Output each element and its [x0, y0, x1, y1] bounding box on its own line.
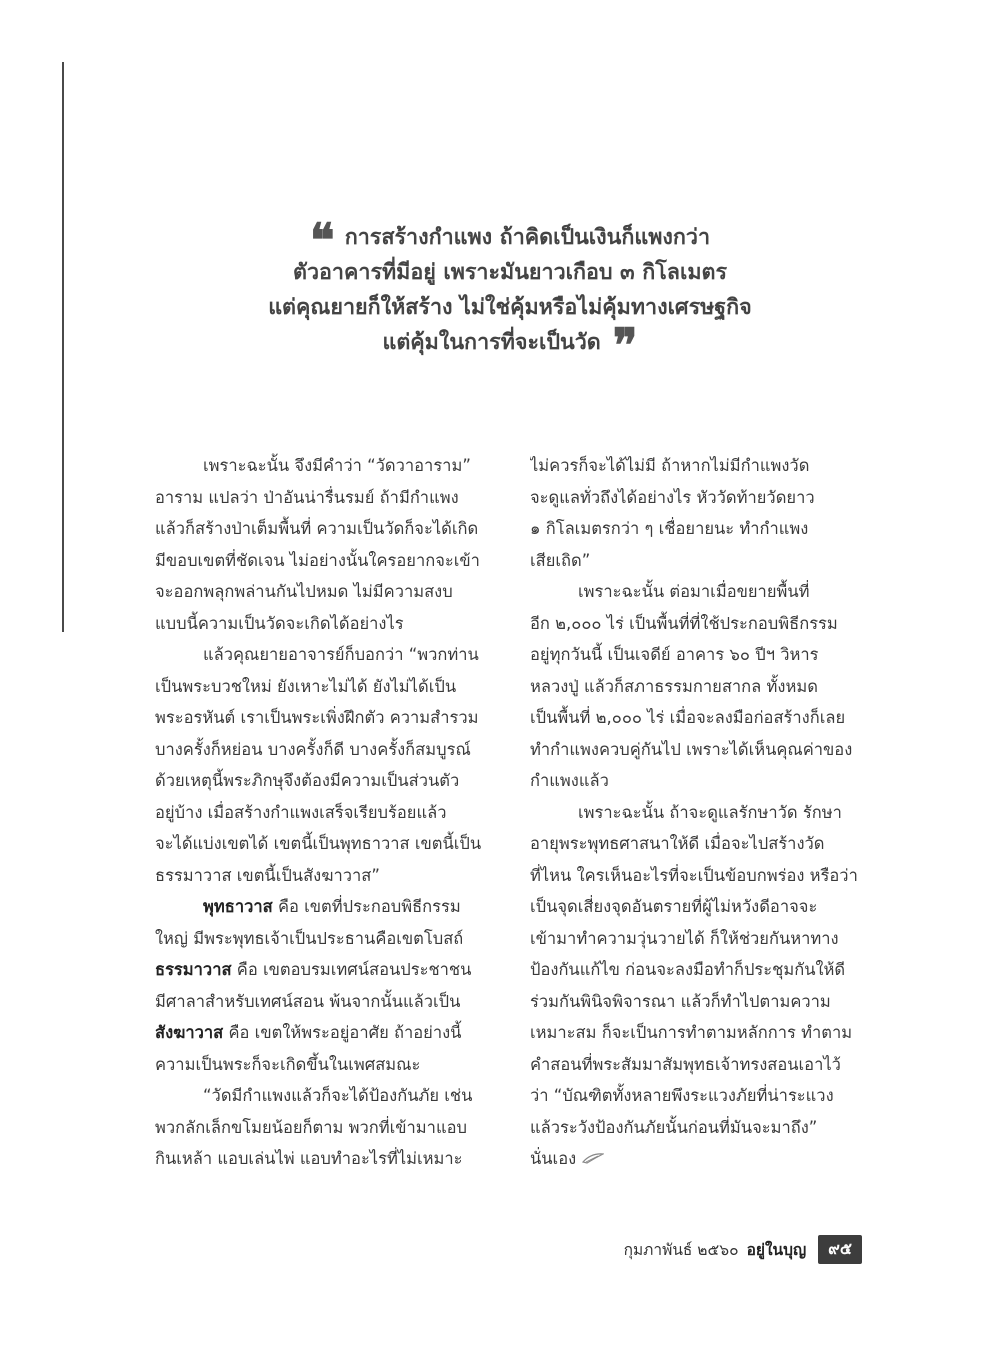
term-sanghawas: สังฆาวาส — [155, 1023, 224, 1042]
body-line: พุทธาวาส คือ เขตที่ประกอบพิธีกรรม — [203, 897, 461, 916]
body-line: “วัดมีกำแพงแล้วก็จะได้ป้องกันภัย เช่น — [203, 1086, 473, 1105]
body-line: นั่นเอง — [530, 1143, 875, 1176]
publication-name: อยู่ในบุญ — [746, 1240, 807, 1259]
body-line: ความเป็นพระก็จะเกิดขึ้นในเพศสมณะ — [155, 1054, 421, 1074]
term-dhammawas: ธรรมาวาส — [155, 960, 232, 979]
body-line: ด้วยเหตุนี้พระภิกษุจึงต้องมีความเป็นส่วนตัว — [155, 771, 460, 790]
body-line: เป็นพระบวชใหม่ ยังเหาะไม่ได้ ยังไม่ได้เป็น — [155, 676, 457, 696]
body-line: แบบนี้ความเป็นวัดจะเกิดได้อย่างไร — [155, 613, 404, 633]
pull-quote-line: แต่คุณยายก็ให้สร้าง ไม่ใช่คุ้มหรือไม่คุ้มทางเศรษฐกิจ — [268, 295, 752, 320]
body-line: เป็นพื้นที่ ๒,๐๐๐ ไร่ เมื่อจะลงมือก่อสร้างก็เลย — [530, 708, 846, 727]
body-line: คำสอนที่พระสัมมาสัมพุทธเจ้าทรงสอนเอาไว้ — [530, 1054, 841, 1074]
body-line: แล้วคุณยายอาจารย์ก็บอกว่า “พวกท่าน — [203, 645, 479, 664]
body-line: อายุพระพุทธศาสนาให้ดี เมื่อจะไปสร้างวัด — [530, 834, 825, 853]
body-line: ทำกำแพงควบคู่กันไป เพราะได้เห็นคุณค่าของ — [530, 739, 853, 759]
body-line: เหมาะสม ก็จะเป็นการทำตามหลักการ ทำตาม — [530, 1023, 853, 1042]
page-footer — [590, 1234, 862, 1264]
right-column — [530, 450, 875, 1176]
body-line: เสียเถิด” — [530, 550, 591, 570]
quill-end-icon — [582, 1150, 604, 1168]
body-line: กำแพงแล้ว — [530, 771, 609, 790]
body-line: ใหญ่ มีพระพุทธเจ้าเป็นประธานคือเขตโบสถ์ — [155, 928, 464, 948]
body-line: แล้วก็สร้างป่าเต็มพื้นที่ ความเป็นวัดก็จะได้เกิด — [155, 519, 479, 538]
body-line: อยู่บ้าง เมื่อสร้างกำแพงเสร็จเรียบร้อยแล้ว — [155, 802, 447, 822]
body-line: ที่ไหน ใครเห็นอะไรที่จะเป็นข้อบกพร่อง หรือว่า — [530, 865, 858, 885]
pull-quote — [240, 213, 780, 372]
body-line: ธรรมาวาส เขตนี้เป็นสังฆาวาส” — [155, 865, 380, 885]
pull-quote-line: ❝ การสร้างกำแพง ถ้าคิดเป็นเงินก็แพงกว่า — [309, 213, 711, 267]
body-line: จะดูแลทั่วถึงได้อย่างไร หัววัดท้ายวัดยาว — [530, 487, 815, 507]
body-line: มีศาลาสำหรับเทศน์สอน พ้นจากนั้นแล้วเป็น — [155, 991, 461, 1011]
pull-quote-line: แต่คุ้มในการที่จะเป็นวัด ❞ — [382, 318, 638, 372]
open-quote-icon: ❝ — [309, 213, 335, 267]
pull-quote-line: ตัวอาคารที่มีอยู่ เพราะมันยาวเกือบ ๓ กิโลเมตร — [292, 260, 728, 285]
body-line: แล้วระวังป้องกันภัยนั้นก่อนที่มันจะมาถึง” — [530, 1117, 818, 1137]
left-column — [155, 450, 500, 1175]
body-line: อีก ๒,๐๐๐ ไร่ เป็นพื้นที่ที่ใช้ประกอบพิธีกรรม — [530, 613, 838, 633]
body-line: ว่า “บัณฑิตทั้งหลายพึงระแวงภัยที่น่าระแวง — [530, 1086, 834, 1105]
body-line: ไม่ควรก็จะได้ไม่มี ถ้าหากไม่มีกำแพงวัด — [530, 456, 810, 475]
issue-date: กุมภาพันธ์ ๒๕๖๐ — [623, 1240, 739, 1259]
body-line: พระอรหันต์ เราเป็นพระเพิ่งฝึกตัว ความสำรวม — [155, 708, 479, 727]
body-line: เพราะฉะนั้น ต่อมาเมื่อขยายพื้นที่ — [578, 582, 810, 601]
close-quote-icon: ❞ — [612, 318, 638, 372]
body-line: ธรรมาวาส คือ เขตอบรมเทศน์สอนประชาชน — [155, 960, 472, 979]
body-line: สังฆาวาส คือ เขตให้พระอยู่อาศัย ถ้าอย่างนี้ — [155, 1023, 462, 1042]
term-buddhawas: พุทธาวาส — [203, 897, 273, 916]
margin-rule — [62, 62, 64, 632]
body-line: เพราะฉะนั้น จึงมีคำว่า “วัดวาอาราม” — [203, 456, 471, 475]
body-line: อยู่ทุกวันนี้ เป็นเจดีย์ อาคาร ๖๐ ปีฯ วิหาร — [530, 645, 819, 664]
body-line: ร่วมกันพินิจพิจารณา แล้วก็ทำไปตามความ — [530, 991, 831, 1011]
body-line: เข้ามาทำความวุ่นวายได้ ก็ให้ช่วยกันหาทาง — [530, 928, 839, 948]
body-line: ป้องกันแก้ไข ก่อนจะลงมือทำก็ประชุมกันให้ดี — [530, 960, 846, 979]
body-line: กินเหล้า แอบเล่นไพ่ แอบทำอะไรที่ไม่เหมาะ — [155, 1149, 463, 1168]
body-line: หลวงปู่ แล้วก็สภาธรรมกายสากล ทั้งหมด — [530, 676, 818, 696]
body-line: มีขอบเขตที่ชัดเจน ไม่อย่างนั้นใครอยากจะเข้า — [155, 550, 480, 570]
body-line: บางครั้งก็หย่อน บางครั้งก็ดี บางครั้งก็สมบูรณ์ — [155, 739, 471, 759]
body-line: จะออกพลุกพล่านกันไปหมด ไม่มีความสงบ — [155, 582, 453, 601]
body-line: ๑ กิโลเมตรกว่า ๆ เชื่อยายนะ ทำกำแพง — [530, 519, 809, 538]
body-line: พวกลักเล็กขโมยน้อยก็ตาม พวกที่เข้ามาแอบ — [155, 1117, 467, 1137]
body-line: เป็นจุดเสี่ยงจุดอันตรายที่ผู้ไม่หวังดีอาจจะ — [530, 897, 818, 916]
body-line: จะได้แบ่งเขตได้ เขตนี้เป็นพุทธาวาส เขตนี้เป็น — [155, 834, 482, 853]
page-number-badge: ๙๕ — [818, 1235, 862, 1264]
body-line: เพราะฉะนั้น ถ้าจะดูแลรักษาวัด รักษา — [578, 802, 842, 822]
body-line: อาราม แปลว่า ป่าอันน่ารื่นรมย์ ถ้ามีกำแพง — [155, 487, 459, 507]
